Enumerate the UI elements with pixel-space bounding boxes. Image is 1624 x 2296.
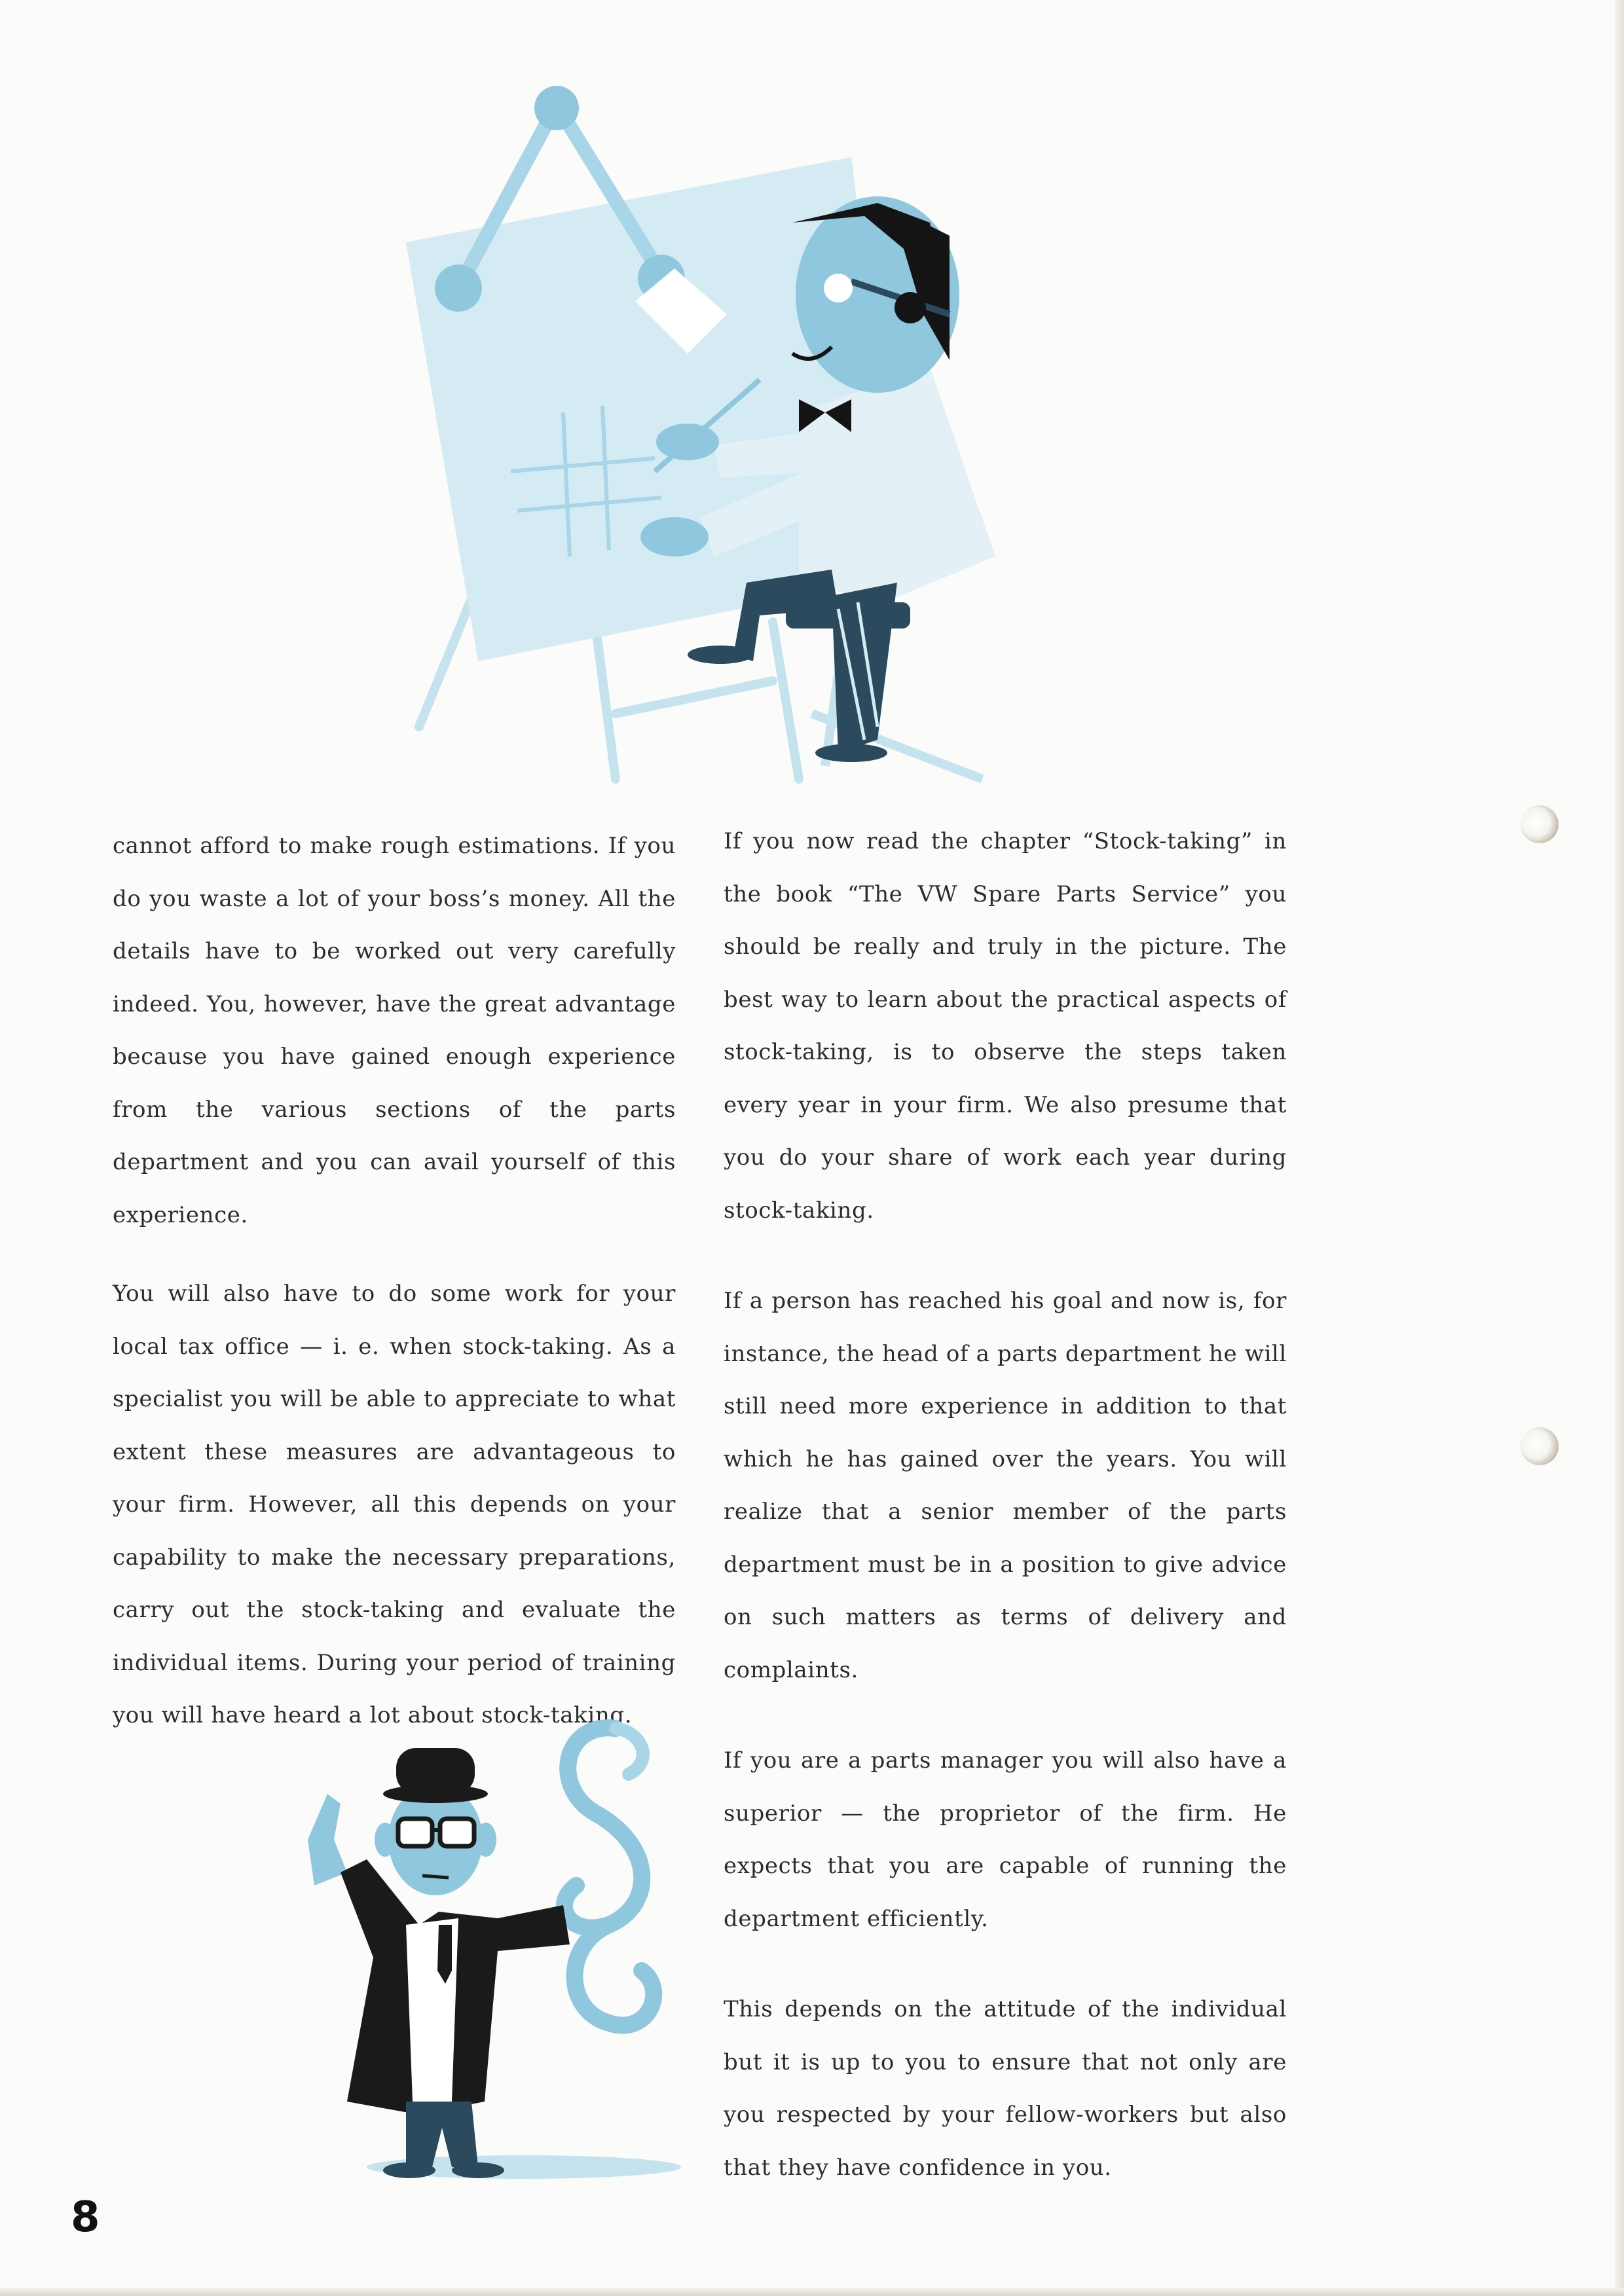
page-bottom-edge [0,2288,1624,2296]
body-paragraph: You will also have to do some work for your local tax office — i. e. when stock-taking. As a specialist you will be able to appreciate to what extent these measures are advantageous to your firm. However, all this depends on your capability to make the necessary preparations, carry out the stock-taking and evaluate the individual items. During your period of training you will have heard a lot about stock-taking. [113,1281,676,1728]
page-edge [1615,0,1624,2296]
draftsman-at-drawing-board-illustration [406,85,1028,792]
body-paragraph: If you are a parts manager you will also have a superior — the proprietor of the firm. He expects that you are capable of running the department efficiently. [724,1747,1287,1932]
punch-hole [1521,1427,1559,1465]
punch-hole [1521,805,1559,843]
body-paragraph: cannot afford to make rough estimations. If you do you waste a lot of your boss’s money. All the details have to be worked out very carefully indeed. You, however, have the great advantage because you have gained enough experience from the various sections of the parts department and you can avail yourself of this experience. [113,833,676,1228]
right-text-column [724,815,1287,2194]
man-with-paragraph-sign-illustration [288,1709,694,2193]
left-text-column [113,820,676,1742]
page-number: 8 [71,2193,100,2242]
body-paragraph: If you now read the chapter “Stock-taking” in the book “The VW Spare Parts Service” you should be really and truly in the picture. The best way to learn about the practical aspects of stock-taking, is to observe the steps taken every year in your firm. We also presume that you do your share of work each year during stock-taking. [724,828,1287,1224]
body-paragraph: This depends on the attitude of the individual but it is up to you to ensure that not only are you respected by your fellow-workers but also that they have confidence in you. [724,1996,1287,2181]
body-paragraph: If a person has reached his goal and now is, for instance, the head of a parts department he will still need more experience in addition to that which he has gained over the years. You will realize that a senior member of the parts department must be in a position to give advice on such matters as terms of delivery and complaints. [724,1288,1287,1683]
